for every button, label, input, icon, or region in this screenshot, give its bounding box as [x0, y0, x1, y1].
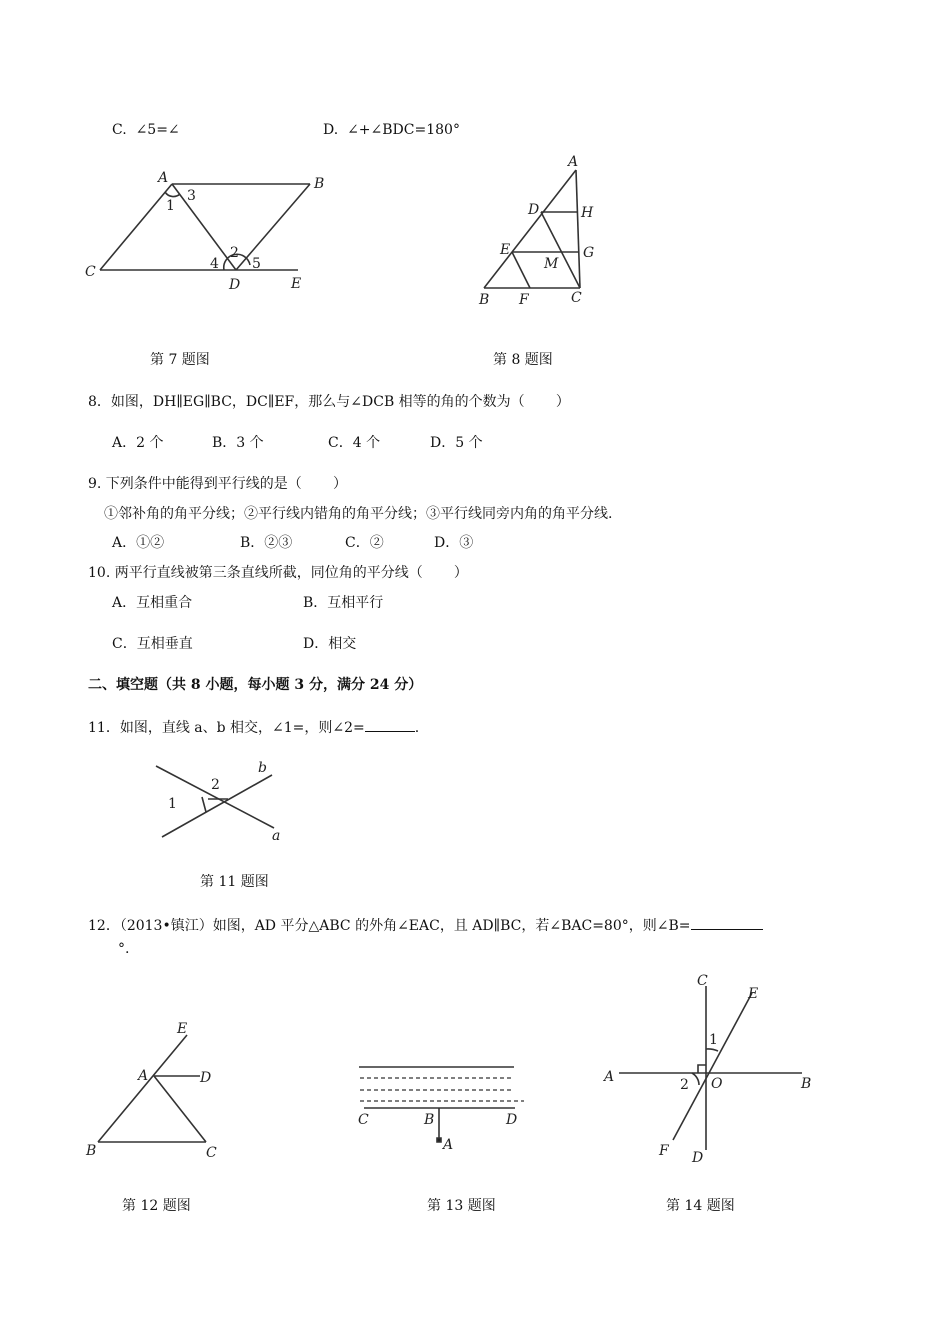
- label-angle-2: 2: [211, 777, 220, 793]
- label-a: A: [443, 1137, 454, 1153]
- arc-angle-1: [706, 1049, 718, 1051]
- label-angle-3: 3: [187, 188, 196, 204]
- q10-stem: 10. 两平行直线被第三条直线所截，同位角的平分线（ ）: [88, 565, 468, 581]
- label-angle-2: 2: [680, 1077, 689, 1093]
- label-c: C: [85, 264, 96, 280]
- q8-option-a: A．2 个: [112, 435, 164, 451]
- label-d: D: [528, 202, 540, 218]
- label-angle-5: 5: [252, 256, 261, 272]
- label-e: E: [500, 242, 511, 258]
- label-b: B: [314, 176, 325, 192]
- label-h: H: [581, 205, 594, 221]
- line-ef: [673, 993, 752, 1140]
- label-b: B: [801, 1076, 812, 1092]
- label-f: F: [659, 1143, 669, 1159]
- label-a: A: [158, 170, 169, 186]
- label-d: D: [692, 1150, 704, 1166]
- figure-14-caption: 第 14 题图: [666, 1198, 735, 1214]
- figure-13-caption: 第 13 题图: [427, 1198, 496, 1214]
- q7-option-c: C. ∠5=∠: [112, 122, 180, 138]
- q7-option-d: D. ∠+∠BDC=180°: [323, 122, 460, 138]
- q10-option-d: D．相交: [303, 636, 357, 652]
- label-g: G: [583, 245, 595, 261]
- q8-option-c: C．4 个: [328, 435, 381, 451]
- label-f: F: [519, 292, 529, 308]
- arc-angle-2: [692, 1073, 699, 1085]
- q8-stem: 8．如图，DH∥EG∥BC，DC∥EF，那么与∠DCB 相等的角的个数为（ ）: [88, 394, 570, 410]
- label-e: E: [748, 986, 759, 1002]
- label-a: a: [272, 828, 281, 844]
- figure-8-caption: 第 8 题图: [493, 352, 553, 368]
- label-b: b: [258, 760, 267, 776]
- q11-stem: 11．如图，直线 a、b 相交，∠1=，则∠2=: [88, 720, 365, 736]
- label-a: A: [568, 154, 579, 170]
- label-e: E: [291, 276, 302, 292]
- label-c: C: [571, 290, 582, 306]
- label-m: M: [544, 256, 559, 272]
- label-angle-1: 1: [166, 198, 175, 214]
- label-a: A: [138, 1068, 149, 1084]
- label-d: D: [200, 1070, 212, 1086]
- q9-option-a: A．①②: [112, 535, 165, 551]
- q9-conditions: ①邻补角的角平分线；②平行线内错角的角平分线；③平行线同旁内角的角平分线.: [104, 506, 613, 522]
- q9-option-b: B．②③: [240, 535, 293, 551]
- label-angle-4: 4: [210, 256, 219, 272]
- q8-option-d: D．5 个: [430, 435, 483, 451]
- q9-option-c: C．②: [345, 535, 384, 551]
- label-b: B: [424, 1112, 435, 1128]
- section-heading: 二、填空题（共 8 小题，每小题 3 分，满分 24 分）: [88, 677, 423, 693]
- label-angle-1: 1: [168, 796, 177, 812]
- q9-stem: 9. 下列条件中能得到平行线的是（ ）: [88, 476, 347, 492]
- right-angle-mark: [698, 1065, 706, 1073]
- label-e: E: [177, 1021, 188, 1037]
- label-a: A: [604, 1069, 615, 1085]
- figure-11-caption: 第 11 题图: [200, 874, 269, 890]
- label-c: C: [358, 1112, 369, 1128]
- label-d: D: [229, 277, 241, 293]
- figure-7-caption: 第 7 题图: [150, 352, 210, 368]
- label-angle-1: 1: [709, 1032, 718, 1048]
- label-d: D: [506, 1112, 518, 1128]
- label-c: C: [206, 1145, 217, 1161]
- q10-option-a: A．互相重合: [112, 595, 193, 611]
- label-b: B: [86, 1143, 97, 1159]
- label-o: O: [711, 1076, 723, 1092]
- q10-option-c: C．互相垂直: [112, 636, 193, 652]
- q12-tail: °.: [118, 941, 130, 957]
- q11-end: .: [414, 720, 420, 736]
- q8-option-b: B．3 个: [212, 435, 264, 451]
- q9-option-d: D．③: [434, 535, 474, 551]
- label-c: C: [697, 973, 708, 989]
- q10-option-b: B．互相平行: [303, 595, 384, 611]
- label-angle-2: 2: [230, 245, 239, 261]
- q12-stem: 12．（2013•镇江）如图，AD 平分△ABC 的外角∠EAC，且 AD∥BC，若∠BAC=80°，则∠B=: [88, 918, 691, 934]
- figure-12-caption: 第 12 题图: [122, 1198, 191, 1214]
- label-b: B: [479, 292, 490, 308]
